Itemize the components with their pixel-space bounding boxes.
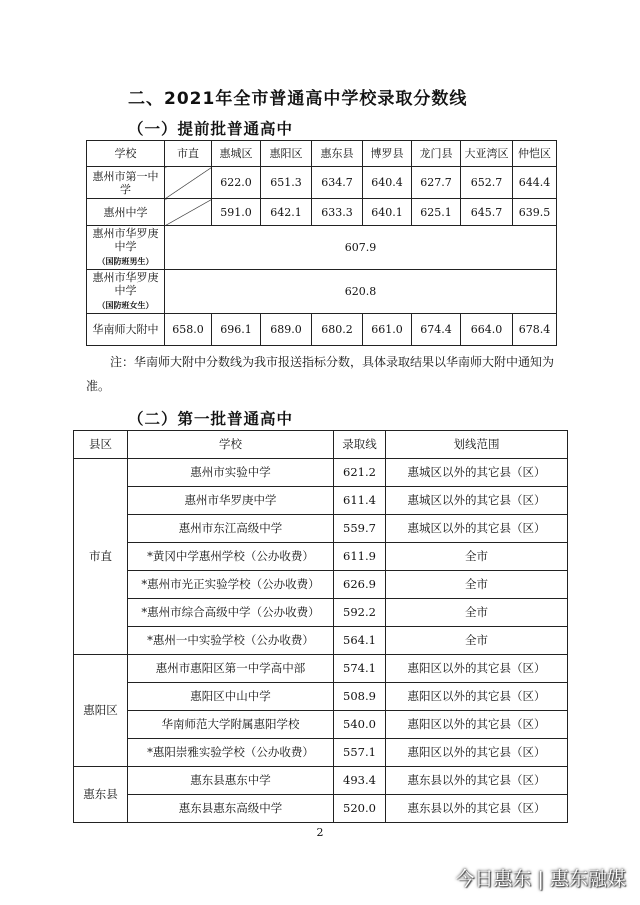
header-cell: 县区 bbox=[74, 431, 128, 459]
score-cell: 652.7 bbox=[461, 167, 513, 199]
score-cell: 540.0 bbox=[334, 711, 386, 739]
district-cell: 惠东县 bbox=[74, 767, 128, 823]
score-cell: 674.4 bbox=[412, 314, 461, 346]
table-note: 注：华南师大附中分数线为我市报送指标分数，具体录取结果以华南师大附中通知为准。 bbox=[86, 355, 555, 393]
range-cell: 惠阳区以外的其它县（区） bbox=[386, 655, 568, 683]
school-note: （国防班男生） bbox=[97, 256, 154, 266]
range-cell: 全市 bbox=[386, 627, 568, 655]
school-cell: 惠东县惠东高级中学 bbox=[128, 795, 334, 823]
range-cell: 惠城区以外的其它县（区） bbox=[386, 515, 568, 543]
score-cell: 640.1 bbox=[363, 199, 412, 226]
score-cell: 611.4 bbox=[334, 487, 386, 515]
score-cell: 621.2 bbox=[334, 459, 386, 487]
school-name: 惠州市华罗庚中学 bbox=[92, 227, 159, 253]
school-cell bbox=[87, 226, 165, 270]
range-cell: 惠阳区以外的其它县（区） bbox=[386, 683, 568, 711]
school-cell: 华南师大附中 bbox=[87, 314, 165, 346]
school-name: 惠州市华罗庚中学 bbox=[92, 271, 159, 297]
score-cell: 664.0 bbox=[461, 314, 513, 346]
header-cell: 惠城区 bbox=[212, 141, 261, 167]
school-cell: 惠州中学 bbox=[87, 199, 165, 226]
school-cell: 惠阳区中山中学 bbox=[128, 683, 334, 711]
score-cell: 591.0 bbox=[212, 199, 261, 226]
table-row bbox=[74, 739, 568, 767]
score-cell: 622.0 bbox=[212, 167, 261, 199]
merged-score-cell: 607.9 bbox=[165, 226, 557, 270]
table-row bbox=[87, 270, 557, 314]
first-batch-table bbox=[73, 430, 568, 823]
score-cell: 520.0 bbox=[334, 795, 386, 823]
score-cell: 678.4 bbox=[513, 314, 557, 346]
school-cell: 惠州市东江高级中学 bbox=[128, 515, 334, 543]
header-cell: 龙门县 bbox=[412, 141, 461, 167]
range-cell: 全市 bbox=[386, 599, 568, 627]
school-cell: 惠州市华罗庚中学 bbox=[128, 487, 334, 515]
score-cell: 661.0 bbox=[363, 314, 412, 346]
header-cell: 仲恺区 bbox=[513, 141, 557, 167]
table-row bbox=[74, 543, 568, 571]
school-cell: 华南师范大学附属惠阳学校 bbox=[128, 711, 334, 739]
table-row bbox=[74, 459, 568, 487]
header-cell: 博罗县 bbox=[363, 141, 412, 167]
score-cell: 493.4 bbox=[334, 767, 386, 795]
header-cell: 惠阳区 bbox=[261, 141, 312, 167]
table-row bbox=[74, 627, 568, 655]
score-cell: 559.7 bbox=[334, 515, 386, 543]
score-cell: 633.3 bbox=[312, 199, 363, 226]
table-row bbox=[87, 167, 557, 199]
watermark: 今日惠东 | 惠东融媒 bbox=[455, 868, 626, 890]
range-cell: 惠阳区以外的其它县（区） bbox=[386, 711, 568, 739]
score-cell: 557.1 bbox=[334, 739, 386, 767]
school-note: （国防班女生） bbox=[97, 300, 154, 310]
table-row bbox=[74, 487, 568, 515]
school-cell: *惠阳崇雅实验学校（公办收费） bbox=[128, 739, 334, 767]
school-cell: 惠东县惠东中学 bbox=[128, 767, 334, 795]
score-cell: 574.1 bbox=[334, 655, 386, 683]
school-cell: *惠州一中实验学校（公办收费） bbox=[128, 627, 334, 655]
range-cell: 惠城区以外的其它县（区） bbox=[386, 459, 568, 487]
score-cell: 696.1 bbox=[212, 314, 261, 346]
header-cell: 学校 bbox=[87, 141, 165, 167]
part1-title: （一）提前批普通高中 bbox=[128, 120, 294, 138]
header-cell: 市直 bbox=[165, 141, 212, 167]
table-row bbox=[87, 314, 557, 346]
range-cell: 惠城区以外的其它县（区） bbox=[386, 487, 568, 515]
page-number: 2 bbox=[316, 826, 324, 839]
header-cell: 大亚湾区 bbox=[461, 141, 513, 167]
merged-score-cell: 620.8 bbox=[165, 270, 557, 314]
table-row bbox=[87, 226, 557, 270]
header-cell: 学校 bbox=[128, 431, 334, 459]
diagonal-cell bbox=[165, 199, 212, 226]
range-cell: 惠阳区以外的其它县（区） bbox=[386, 739, 568, 767]
range-cell: 全市 bbox=[386, 571, 568, 599]
school-cell bbox=[87, 270, 165, 314]
range-cell: 惠东县以外的其它县（区） bbox=[386, 767, 568, 795]
table-row bbox=[74, 655, 568, 683]
school-cell: *惠州市光正实验学校（公办收费） bbox=[128, 571, 334, 599]
district-cell: 惠阳区 bbox=[74, 655, 128, 767]
table-header-row bbox=[74, 431, 568, 459]
score-cell: 639.5 bbox=[513, 199, 557, 226]
score-cell: 680.2 bbox=[312, 314, 363, 346]
score-cell: 689.0 bbox=[261, 314, 312, 346]
school-cell: 惠州市第一中学 bbox=[87, 167, 165, 199]
school-cell: 惠州市实验中学 bbox=[128, 459, 334, 487]
table-row bbox=[74, 599, 568, 627]
school-cell: 惠州市惠阳区第一中学高中部 bbox=[128, 655, 334, 683]
score-cell: 642.1 bbox=[261, 199, 312, 226]
table-row bbox=[74, 711, 568, 739]
score-cell: 644.4 bbox=[513, 167, 557, 199]
header-cell: 惠东县 bbox=[312, 141, 363, 167]
score-cell: 658.0 bbox=[165, 314, 212, 346]
score-cell: 640.4 bbox=[363, 167, 412, 199]
table-row bbox=[74, 767, 568, 795]
table-row bbox=[74, 571, 568, 599]
score-cell: 564.1 bbox=[334, 627, 386, 655]
district-cell: 市直 bbox=[74, 459, 128, 655]
score-cell: 634.7 bbox=[312, 167, 363, 199]
diagonal-cell bbox=[165, 167, 212, 199]
table-row bbox=[74, 683, 568, 711]
header-cell: 录取线 bbox=[334, 431, 386, 459]
section-title: 二、2021年全市普通高中学校录取分数线 bbox=[128, 89, 468, 109]
table-row bbox=[74, 795, 568, 823]
score-cell: 627.7 bbox=[412, 167, 461, 199]
table-row bbox=[74, 515, 568, 543]
school-cell: *黄冈中学惠州学校（公办收费） bbox=[128, 543, 334, 571]
score-cell: 611.9 bbox=[334, 543, 386, 571]
range-cell: 全市 bbox=[386, 543, 568, 571]
score-cell: 508.9 bbox=[334, 683, 386, 711]
table-header-row bbox=[87, 141, 557, 167]
header-cell: 划线范围 bbox=[386, 431, 568, 459]
score-cell: 625.1 bbox=[412, 199, 461, 226]
score-cell: 651.3 bbox=[261, 167, 312, 199]
score-cell: 645.7 bbox=[461, 199, 513, 226]
part2-title: （二）第一批普通高中 bbox=[128, 410, 294, 428]
score-cell: 626.9 bbox=[334, 571, 386, 599]
school-cell: *惠州市综合高级中学（公办收费） bbox=[128, 599, 334, 627]
range-cell: 惠东县以外的其它县（区） bbox=[386, 795, 568, 823]
early-batch-table bbox=[86, 140, 557, 346]
score-cell: 592.2 bbox=[334, 599, 386, 627]
table-row bbox=[87, 199, 557, 226]
